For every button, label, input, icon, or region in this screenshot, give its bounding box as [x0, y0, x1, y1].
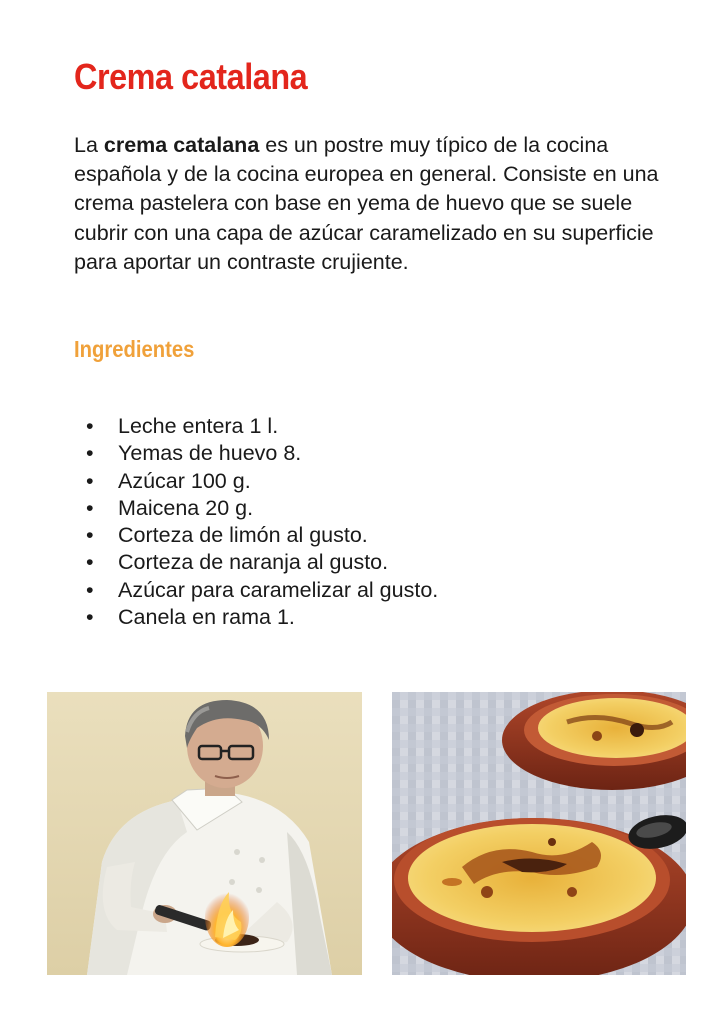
ingredients-list — [86, 413, 438, 631]
bullet-icon: • — [86, 414, 94, 438]
intro-bold-term: crema catalana — [103, 133, 260, 157]
bullet-icon: • — [86, 550, 94, 575]
dessert-photo — [392, 692, 686, 975]
ingredient-text: Leche entera 1 l. — [118, 414, 279, 438]
list-item — [86, 413, 438, 440]
list-item — [86, 440, 438, 467]
list-item — [86, 604, 438, 631]
chef-photo — [47, 692, 362, 975]
list-item — [86, 549, 438, 576]
ingredient-text: Azúcar 100 g. — [118, 468, 251, 493]
intro-suffix: es un postre muy típico de la cocina española y de la cocina europea en general. Consiste en una crema pastelera con base en yema de huevo que se suele cubrir con una capa de azúcar caramelizado en su superficie para aportar un contraste crujiente. — [74, 133, 659, 274]
ingredients-heading: Ingredientes — [74, 336, 195, 362]
list-item — [86, 577, 438, 604]
ingredient-text: Corteza de naranja al gusto. — [118, 550, 389, 575]
bullet-icon: • — [86, 577, 94, 602]
ingredient-text: Maicena 20 g. — [118, 495, 254, 520]
page-title: Crema catalana — [74, 56, 308, 97]
bullet-icon: • — [86, 495, 94, 520]
intro-paragraph — [74, 131, 674, 277]
list-item — [86, 468, 438, 495]
bullet-icon: • — [86, 468, 94, 493]
ingredient-text: Canela en rama 1. — [118, 605, 295, 630]
bullet-icon: • — [86, 441, 94, 466]
ingredient-text: Corteza de limón al gusto. — [118, 523, 368, 548]
ingredient-text: Azúcar para caramelizar al gusto. — [118, 577, 439, 602]
ingredient-text: Yemas de huevo 8. — [118, 441, 302, 466]
bullet-icon: • — [86, 523, 94, 548]
dessert-illustration — [392, 692, 686, 975]
list-item — [86, 522, 438, 549]
bullet-icon: • — [86, 605, 94, 630]
list-item — [86, 495, 438, 522]
chef-illustration — [47, 692, 362, 975]
intro-prefix: La — [74, 133, 104, 157]
